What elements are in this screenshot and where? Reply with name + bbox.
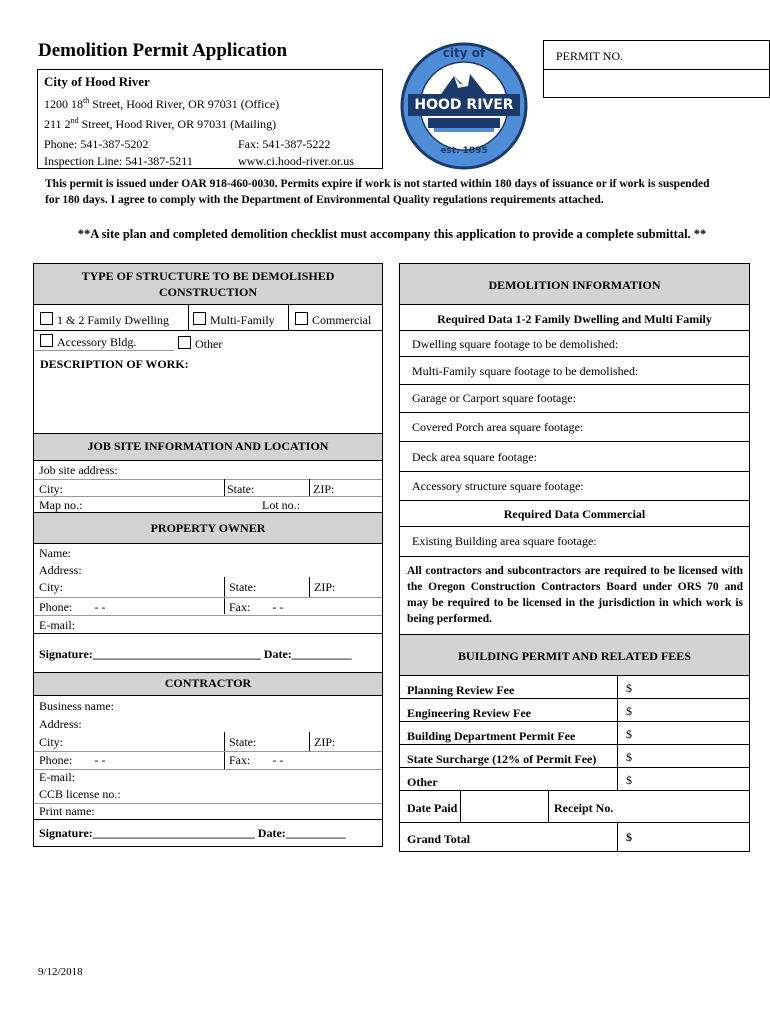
grand-total-label: Grand Total [407,832,471,846]
job-site-city-field[interactable]: City: [39,482,64,496]
mailing-address: 211 2nd Street, Hood River, OR 97031 (Mailing) [44,116,277,131]
contractor-fax-field[interactable]: Fax: - - [229,753,284,767]
option-other[interactable]: Other [178,336,222,352]
contractor-section [33,672,383,820]
office-address: 1200 18th Street, Hood River, OR 97031 (Office) [44,96,280,111]
contractor-business-field[interactable]: Business name: [39,699,114,713]
state-surcharge-value[interactable]: $ [626,750,632,764]
required-residential-heading: Required Data 1-2 Family Dwelling and Multi Family [437,312,712,326]
checkbox-icon [193,312,206,325]
contractor-signature-field[interactable]: Signature:___________________________ Date:__________ [39,826,346,840]
owner-name-field[interactable]: Name: [39,546,71,560]
contractor-phone-field[interactable]: Phone: - - [39,753,106,767]
job-site-lot-field[interactable]: Lot no.: [262,498,300,512]
contractor-heading: CONTRACTOR [164,676,252,690]
checkbox-icon [40,312,53,325]
contractor-zip-field[interactable]: ZIP: [314,735,336,749]
demolition-info-section [399,263,750,635]
owner-signature-field[interactable]: Signature:____________________________ Date:__________ [39,647,352,661]
multi-family-sqft-field[interactable]: Multi-Family square footage to be demolished: [412,364,639,378]
description-label: DESCRIPTION OF WORK: [40,357,189,371]
property-owner-heading: PROPERTY OWNER [150,521,266,535]
inspection-line: Inspection Line: 541-387-5211 [44,154,193,168]
job-site-address-field[interactable]: Job site address: [39,463,118,477]
city-name: City of Hood River [44,74,150,89]
permit-no-field[interactable] [546,71,767,95]
fax-number: Fax: 541-387-5222 [238,137,331,151]
contractor-state-field[interactable]: State: [229,735,257,749]
job-site-heading: JOB SITE INFORMATION AND LOCATION [87,439,329,453]
planning-review-fee-value[interactable]: $ [626,681,632,695]
date-paid-label: Date Paid [407,801,458,815]
engineering-review-fee-value[interactable]: $ [626,704,632,718]
page-title: Demolition Permit Application [38,40,288,61]
garage-sqft-field[interactable]: Garage or Carport square footage: [412,391,576,405]
owner-fax-field[interactable]: Fax: - - [229,600,284,614]
option-1-2-family[interactable]: 1 & 2 Family Dwelling [40,312,169,328]
checkbox-icon [40,334,53,347]
existing-building-sqft-field[interactable]: Existing Building area square footage: [412,534,597,548]
phone-number: Phone: 541-387-5202 [44,137,149,151]
footer-date: 9/12/2018 [38,966,83,978]
logo-name: HOOD RIVER [414,97,514,113]
site-plan-notice: **A site plan and completed demolition checklist must accompany this application to provide a complete submittal. ** [77,227,707,241]
job-site-map-field[interactable]: Map no.: [39,498,83,512]
job-site-section [33,433,383,513]
dwelling-sqft-field[interactable]: Dwelling square footage to be demolished: [412,337,619,351]
fees-heading: BUILDING PERMIT AND RELATED FEES [458,649,691,663]
contractor-address-field[interactable]: Address: [39,717,82,731]
required-commercial-heading: Required Data Commercial [503,507,646,521]
receipt-no-label: Receipt No. [554,801,614,815]
construction-heading: CONSTRUCTION [158,285,257,299]
accessory-sqft-field[interactable]: Accessory structure square footage: [412,479,584,493]
permit-no-label: PERMIT NO. [556,49,624,63]
grand-total-value[interactable]: $ [626,830,632,844]
checkbox-icon [295,312,308,325]
job-site-zip-field[interactable]: ZIP: [313,482,335,496]
other-fee-value[interactable]: $ [626,773,632,787]
building-permit-fee-label: Building Department Permit Fee [407,729,576,743]
other-fee-label: Other [407,775,438,789]
oar-notice: This permit is issued under OAR 918-460-0030. Permits expire if work is not started within 180 days of issuance or if work is suspended for 180 days. I agree to comply with the Department of Environmental Quality regulations requirements attached. [45,178,710,206]
contractor-ccb-field[interactable]: CCB license no.: [39,787,121,801]
logo-est: est. 1895 [440,146,488,156]
contractor-license-notice: All contractors and subcontractors are required to be licensed with the Oregon Construction Contractors Board under ORS 70 and may be required to be licensed in the jurisdiction in which work is being performed. [407,565,743,625]
owner-email-field[interactable]: E-mail: [39,618,75,632]
owner-state-field[interactable]: State: [229,580,257,594]
structure-heading: TYPE OF STRUCTURE TO BE DEMOLISHED [81,269,335,283]
building-permit-fee-value[interactable]: $ [626,727,632,741]
contractor-print-name-field[interactable]: Print name: [39,804,95,818]
state-surcharge-label: State Surcharge (12% of Permit Fee) [407,752,597,766]
city-address-box [37,69,383,169]
engineering-review-fee-label: Engineering Review Fee [407,706,531,720]
option-accessory[interactable]: Accessory Bldg. [40,334,136,350]
owner-city-field[interactable]: City: [39,580,64,594]
option-commercial[interactable]: Commercial [295,312,371,328]
checkbox-icon [178,336,191,349]
description-field[interactable] [36,374,380,432]
logo-top-text: city of [442,46,486,60]
demolition-heading: DEMOLITION INFORMATION [488,278,661,292]
date-paid-field[interactable] [462,792,546,820]
owner-address-field[interactable]: Address: [39,563,82,577]
city-logo [398,42,530,170]
website-link[interactable]: www.ci.hood-river.or.us [238,154,354,168]
planning-review-fee-label: Planning Review Fee [407,683,515,697]
permit-no-box [543,40,770,98]
contractor-city-field[interactable]: City: [39,735,64,749]
owner-signature-box [33,633,383,673]
property-owner-section [33,512,383,634]
contractor-email-field[interactable]: E-mail: [39,770,75,784]
owner-phone-field[interactable]: Phone: - - [39,600,106,614]
option-multi-family[interactable]: Multi-Family [193,312,275,328]
porch-sqft-field[interactable]: Covered Porch area square footage: [412,420,584,434]
fees-section [399,634,750,852]
owner-zip-field[interactable]: ZIP: [314,580,336,594]
job-site-state-field[interactable]: State: [227,482,255,496]
structure-section [33,263,383,434]
deck-sqft-field[interactable]: Deck area square footage: [412,450,537,464]
contractor-signature-box [33,819,383,847]
